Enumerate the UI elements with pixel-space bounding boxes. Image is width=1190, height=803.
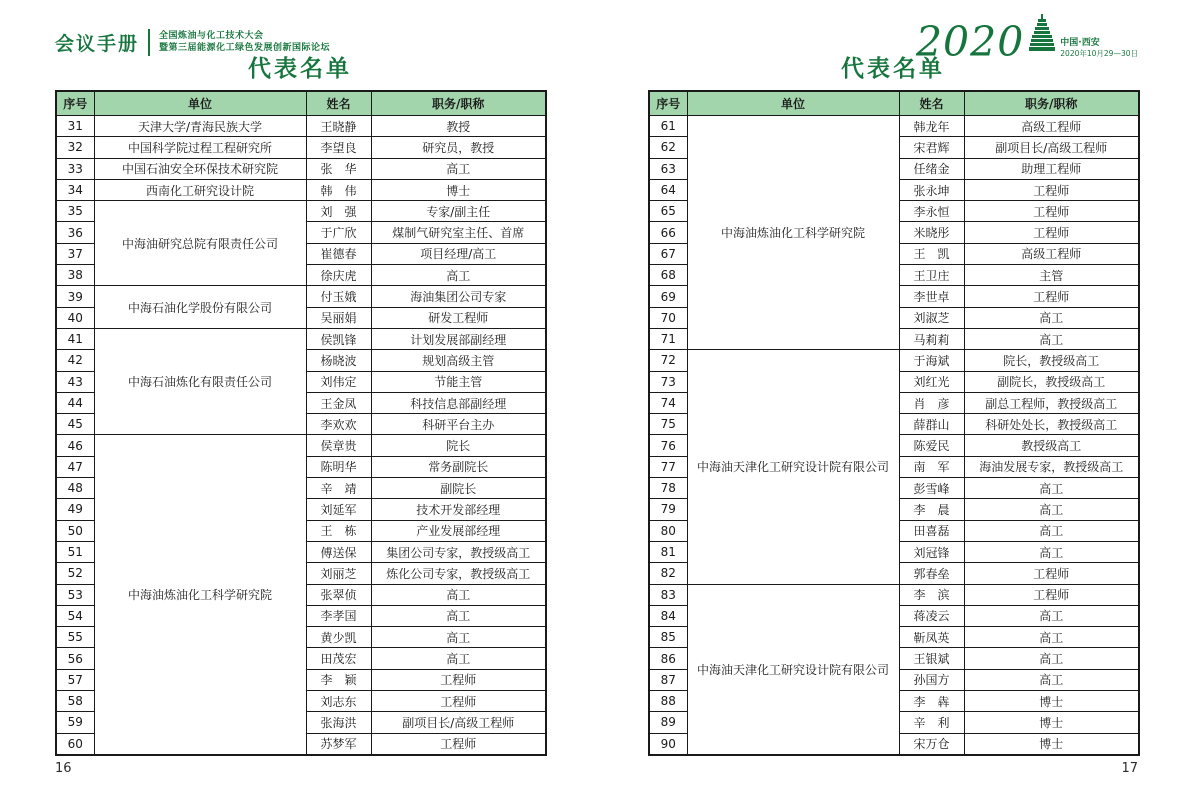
cell-name: 孙国方 xyxy=(899,669,964,690)
brand-divider xyxy=(148,29,150,56)
column-header: 职务/职称 xyxy=(371,91,546,116)
table-row xyxy=(649,584,1139,605)
cell-job-title: 主管 xyxy=(964,265,1139,286)
cell-job-title: 高工 xyxy=(964,520,1139,541)
table-row xyxy=(56,137,546,158)
cell-serial-number: 36 xyxy=(56,222,94,243)
cell-name: 韩 伟 xyxy=(306,179,371,200)
cell-serial-number: 50 xyxy=(56,520,94,541)
cell-name: 侯章贵 xyxy=(306,435,371,456)
cell-name: 南 军 xyxy=(899,456,964,477)
cell-serial-number: 31 xyxy=(56,116,94,137)
cell-job-title: 高工 xyxy=(964,307,1139,328)
cell-name: 张翠侦 xyxy=(306,584,371,605)
cell-job-title: 高工 xyxy=(964,648,1139,669)
cell-serial-number: 65 xyxy=(649,201,687,222)
column-header: 单位 xyxy=(687,91,899,116)
cell-job-title: 高工 xyxy=(371,584,546,605)
cell-serial-number: 72 xyxy=(649,350,687,371)
cell-job-title: 研发工程师 xyxy=(371,307,546,328)
cell-serial-number: 83 xyxy=(649,584,687,605)
cell-name: 徐庆虎 xyxy=(306,265,371,286)
cell-job-title: 高工 xyxy=(964,499,1139,520)
cell-serial-number: 49 xyxy=(56,499,94,520)
cell-job-title: 高工 xyxy=(371,265,546,286)
cell-serial-number: 43 xyxy=(56,371,94,392)
cell-name: 李 晨 xyxy=(899,499,964,520)
cell-job-title: 研究员，教授 xyxy=(371,137,546,158)
page-title: 代表名单 xyxy=(248,56,352,82)
cell-organization: 中海油炼油化工科学研究院 xyxy=(687,116,899,350)
cell-job-title: 工程师 xyxy=(371,733,546,755)
cell-serial-number: 64 xyxy=(649,179,687,200)
cell-serial-number: 81 xyxy=(649,541,687,562)
cell-serial-number: 84 xyxy=(649,605,687,626)
cell-job-title: 项目经理/高工 xyxy=(371,243,546,264)
cell-job-title: 高工 xyxy=(371,605,546,626)
pagoda-icon xyxy=(1029,14,1055,60)
cell-job-title: 院长，教授级高工 xyxy=(964,350,1139,371)
cell-organization: 中海油天津化工研究设计院有限公司 xyxy=(687,584,899,755)
cell-organization: 天津大学/青海民族大学 xyxy=(94,116,306,137)
cell-job-title: 集团公司专家，教授级高工 xyxy=(371,541,546,562)
cell-name: 杨晓波 xyxy=(306,350,371,371)
cell-name: 李孝国 xyxy=(306,605,371,626)
cell-name: 宋万仓 xyxy=(899,733,964,755)
cell-serial-number: 56 xyxy=(56,648,94,669)
column-header: 姓名 xyxy=(899,91,964,116)
cell-serial-number: 88 xyxy=(649,691,687,712)
cell-job-title: 高工 xyxy=(371,648,546,669)
cell-name: 米晓彤 xyxy=(899,222,964,243)
cell-name: 刘伟定 xyxy=(306,371,371,392)
cell-name: 任绪金 xyxy=(899,158,964,179)
cell-job-title: 博士 xyxy=(371,179,546,200)
cell-serial-number: 54 xyxy=(56,605,94,626)
cell-job-title: 产业发展部经理 xyxy=(371,520,546,541)
cell-job-title: 炼化公司专家，教授级高工 xyxy=(371,563,546,584)
cell-name: 刘志东 xyxy=(306,691,371,712)
cell-serial-number: 40 xyxy=(56,307,94,328)
cell-job-title: 高工 xyxy=(371,627,546,648)
cell-job-title: 工程师 xyxy=(964,179,1139,200)
cell-serial-number: 69 xyxy=(649,286,687,307)
cell-serial-number: 38 xyxy=(56,265,94,286)
cell-job-title: 高级工程师 xyxy=(964,116,1139,137)
table-header-row xyxy=(56,91,546,116)
table-row xyxy=(649,350,1139,371)
cell-serial-number: 33 xyxy=(56,158,94,179)
cell-name: 刘 强 xyxy=(306,201,371,222)
cell-name: 靳凤英 xyxy=(899,627,964,648)
cell-job-title: 高工 xyxy=(371,158,546,179)
cell-name: 薛群山 xyxy=(899,414,964,435)
cell-serial-number: 89 xyxy=(649,712,687,733)
cell-name: 韩龙年 xyxy=(899,116,964,137)
cell-serial-number: 58 xyxy=(56,691,94,712)
cell-name: 刘淑芝 xyxy=(899,307,964,328)
cell-job-title: 计划发展部副经理 xyxy=(371,328,546,349)
cell-job-title: 规划高级主管 xyxy=(371,350,546,371)
cell-serial-number: 37 xyxy=(56,243,94,264)
cell-serial-number: 45 xyxy=(56,414,94,435)
cell-name: 黄少凯 xyxy=(306,627,371,648)
table-row xyxy=(56,328,546,349)
table-header-row xyxy=(649,91,1139,116)
cell-job-title: 高级工程师 xyxy=(964,243,1139,264)
cell-serial-number: 75 xyxy=(649,414,687,435)
cell-job-title: 副项目长/高级工程师 xyxy=(964,137,1139,158)
cell-name: 辛 靖 xyxy=(306,478,371,499)
cell-job-title: 海油发展专家，教授级高工 xyxy=(964,456,1139,477)
page-number: 16 xyxy=(55,760,72,776)
cell-job-title: 海油集团公司专家 xyxy=(371,286,546,307)
cell-job-title: 工程师 xyxy=(964,563,1139,584)
cell-serial-number: 35 xyxy=(56,201,94,222)
cell-job-title: 科技信息部副经理 xyxy=(371,392,546,413)
cell-serial-number: 34 xyxy=(56,179,94,200)
page-right xyxy=(648,56,1138,776)
page-title: 代表名单 xyxy=(841,56,945,82)
cell-job-title: 院长 xyxy=(371,435,546,456)
delegate-table-right xyxy=(648,90,1140,756)
cell-serial-number: 67 xyxy=(649,243,687,264)
event-logo xyxy=(915,14,1138,67)
event-year: 2020 xyxy=(915,18,1025,67)
cell-organization: 中海石油炼化有限责任公司 xyxy=(94,328,306,434)
cell-name: 肖 彦 xyxy=(899,392,964,413)
page-number: 17 xyxy=(1121,760,1138,776)
cell-serial-number: 76 xyxy=(649,435,687,456)
table-row xyxy=(56,286,546,307)
conference-name-line2: 暨第三届能源化工绿色发展创新国际论坛 xyxy=(159,43,331,53)
cell-serial-number: 41 xyxy=(56,328,94,349)
cell-serial-number: 55 xyxy=(56,627,94,648)
cell-name: 李世卓 xyxy=(899,286,964,307)
cell-job-title: 工程师 xyxy=(371,669,546,690)
cell-serial-number: 62 xyxy=(649,137,687,158)
cell-name: 张海洪 xyxy=(306,712,371,733)
cell-serial-number: 44 xyxy=(56,392,94,413)
cell-name: 崔德春 xyxy=(306,243,371,264)
brand-subtitles xyxy=(159,32,330,53)
conference-name-line1: 全国炼油与化工技术大会 xyxy=(159,31,264,41)
cell-name: 陈爱民 xyxy=(899,435,964,456)
cell-job-title: 科研处处长，教授级高工 xyxy=(964,414,1139,435)
cell-job-title: 专家/副主任 xyxy=(371,201,546,222)
cell-name: 于广欣 xyxy=(306,222,371,243)
table-row xyxy=(649,116,1139,137)
cell-serial-number: 78 xyxy=(649,478,687,499)
cell-job-title: 高工 xyxy=(964,627,1139,648)
cell-job-title: 副总工程师，教授级高工 xyxy=(964,392,1139,413)
cell-name: 吴丽娟 xyxy=(306,307,371,328)
cell-job-title: 工程师 xyxy=(371,691,546,712)
cell-serial-number: 47 xyxy=(56,456,94,477)
cell-serial-number: 42 xyxy=(56,350,94,371)
cell-job-title: 高工 xyxy=(964,541,1139,562)
cell-job-title: 博士 xyxy=(964,712,1139,733)
cell-organization: 中海石油化学股份有限公司 xyxy=(94,286,306,329)
cell-serial-number: 90 xyxy=(649,733,687,755)
cell-job-title: 工程师 xyxy=(964,286,1139,307)
cell-job-title: 教授 xyxy=(371,116,546,137)
cell-name: 刘红光 xyxy=(899,371,964,392)
cell-serial-number: 77 xyxy=(649,456,687,477)
cell-name: 田茂宏 xyxy=(306,648,371,669)
cell-name: 傅送保 xyxy=(306,541,371,562)
cell-organization: 中海油天津化工研究设计院有限公司 xyxy=(687,350,899,584)
cell-job-title: 高工 xyxy=(964,605,1139,626)
column-header: 序号 xyxy=(649,91,687,116)
cell-serial-number: 71 xyxy=(649,328,687,349)
cell-serial-number: 59 xyxy=(56,712,94,733)
cell-organization: 中海油炼油化工科学研究院 xyxy=(94,435,306,755)
cell-name: 刘丽芝 xyxy=(306,563,371,584)
handbook-title: 会议手册 xyxy=(55,33,140,55)
event-location: 中国·西安 xyxy=(1060,37,1100,48)
cell-name: 王银斌 xyxy=(899,648,964,669)
cell-name: 田喜磊 xyxy=(899,520,964,541)
cell-name: 王卫庄 xyxy=(899,265,964,286)
cell-job-title: 技术开发部经理 xyxy=(371,499,546,520)
cell-serial-number: 74 xyxy=(649,392,687,413)
cell-serial-number: 86 xyxy=(649,648,687,669)
cell-name: 付玉娥 xyxy=(306,286,371,307)
cell-name: 郭春垒 xyxy=(899,563,964,584)
cell-job-title: 高工 xyxy=(964,669,1139,690)
handbook-brand xyxy=(55,29,330,56)
cell-serial-number: 51 xyxy=(56,541,94,562)
cell-serial-number: 79 xyxy=(649,499,687,520)
cell-job-title: 节能主管 xyxy=(371,371,546,392)
cell-job-title: 副院长 xyxy=(371,478,546,499)
table-row xyxy=(56,179,546,200)
cell-job-title: 工程师 xyxy=(964,201,1139,222)
cell-serial-number: 85 xyxy=(649,627,687,648)
cell-serial-number: 39 xyxy=(56,286,94,307)
cell-serial-number: 66 xyxy=(649,222,687,243)
cell-job-title: 工程师 xyxy=(964,222,1139,243)
cell-name: 王 栋 xyxy=(306,520,371,541)
cell-job-title: 博士 xyxy=(964,733,1139,755)
cell-job-title: 教授级高工 xyxy=(964,435,1139,456)
table-row xyxy=(56,435,546,456)
cell-serial-number: 80 xyxy=(649,520,687,541)
table-row xyxy=(56,158,546,179)
cell-name: 马莉莉 xyxy=(899,328,964,349)
cell-serial-number: 48 xyxy=(56,478,94,499)
column-header: 职务/职称 xyxy=(964,91,1139,116)
cell-name: 李 犇 xyxy=(899,691,964,712)
cell-name: 王金凤 xyxy=(306,392,371,413)
cell-serial-number: 82 xyxy=(649,563,687,584)
cell-serial-number: 60 xyxy=(56,733,94,755)
cell-job-title: 高工 xyxy=(964,328,1139,349)
cell-name: 王 凯 xyxy=(899,243,964,264)
cell-organization: 中海油研究总院有限责任公司 xyxy=(94,201,306,286)
cell-name: 彭雪峰 xyxy=(899,478,964,499)
table-row xyxy=(56,116,546,137)
cell-name: 李永恒 xyxy=(899,201,964,222)
cell-name: 陈明华 xyxy=(306,456,371,477)
cell-job-title: 科研平台主办 xyxy=(371,414,546,435)
cell-name: 苏梦军 xyxy=(306,733,371,755)
cell-job-title: 博士 xyxy=(964,691,1139,712)
column-header: 单位 xyxy=(94,91,306,116)
cell-name: 侯凯锋 xyxy=(306,328,371,349)
cell-job-title: 副院长，教授级高工 xyxy=(964,371,1139,392)
cell-name: 张永坤 xyxy=(899,179,964,200)
table-row xyxy=(56,201,546,222)
delegate-table-left xyxy=(55,90,547,756)
cell-name: 张 华 xyxy=(306,158,371,179)
cell-job-title: 副项目长/高级工程师 xyxy=(371,712,546,733)
cell-serial-number: 73 xyxy=(649,371,687,392)
cell-job-title: 煤制气研究室主任、首席 xyxy=(371,222,546,243)
cell-name: 王晓静 xyxy=(306,116,371,137)
cell-organization: 中国科学院过程工程研究所 xyxy=(94,137,306,158)
cell-name: 李 颖 xyxy=(306,669,371,690)
cell-job-title: 工程师 xyxy=(964,584,1139,605)
cell-serial-number: 52 xyxy=(56,563,94,584)
column-header: 序号 xyxy=(56,91,94,116)
cell-organization: 西南化工研究设计院 xyxy=(94,179,306,200)
cell-serial-number: 87 xyxy=(649,669,687,690)
cell-serial-number: 70 xyxy=(649,307,687,328)
cell-name: 刘冠锋 xyxy=(899,541,964,562)
cell-name: 李望良 xyxy=(306,137,371,158)
cell-serial-number: 61 xyxy=(649,116,687,137)
cell-name: 李 滨 xyxy=(899,584,964,605)
cell-serial-number: 63 xyxy=(649,158,687,179)
cell-job-title: 常务副院长 xyxy=(371,456,546,477)
page-left xyxy=(55,56,545,776)
cell-serial-number: 68 xyxy=(649,265,687,286)
column-header: 姓名 xyxy=(306,91,371,116)
cell-name: 辛 利 xyxy=(899,712,964,733)
cell-job-title: 高工 xyxy=(964,478,1139,499)
cell-name: 蒋凌云 xyxy=(899,605,964,626)
cell-serial-number: 32 xyxy=(56,137,94,158)
cell-name: 宋君辉 xyxy=(899,137,964,158)
cell-job-title: 助理工程师 xyxy=(964,158,1139,179)
event-date: 2020年10月29—30日 xyxy=(1060,48,1138,58)
cell-serial-number: 57 xyxy=(56,669,94,690)
cell-name: 于海斌 xyxy=(899,350,964,371)
cell-serial-number: 53 xyxy=(56,584,94,605)
cell-name: 李欢欢 xyxy=(306,414,371,435)
cell-name: 刘延军 xyxy=(306,499,371,520)
cell-serial-number: 46 xyxy=(56,435,94,456)
cell-organization: 中国石油安全环保技术研究院 xyxy=(94,158,306,179)
